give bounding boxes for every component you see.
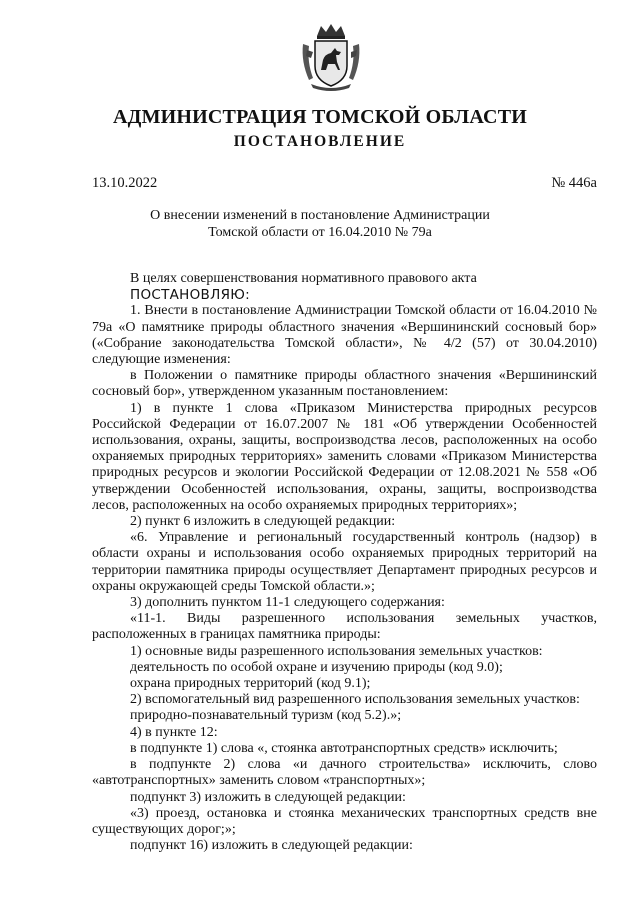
subitem-2-paragraph: 2) пункт 6 изложить в следующей редакции: — [130, 514, 396, 530]
document-type: ПОСТАНОВЛЕНИЕ — [233, 133, 407, 150]
preamble-paragraph: В целях совершенствования нормативного правового акта — [130, 271, 477, 286]
subject-line-1: О внесении изменений в постановление Администрации — [150, 208, 490, 223]
document-date: 13.10.2022 — [92, 175, 158, 191]
document-subject — [0, 207, 640, 241]
document-number: № 446а — [551, 175, 597, 191]
subitem-4-paragraph: 4) в пункте 12: — [130, 724, 218, 740]
subpoint-2-paragraph: в подпункте 2) слова «и дачного строительства» исключить, слово «автотранспортных» заменить словом «транспортных»; — [92, 757, 597, 789]
organization-title: АДМИНИСТРАЦИЯ ТОМСКОЙ ОБЛАСТИ — [112, 106, 528, 128]
main-use-types-paragraph: 1) основные виды разрешенного использования земельных участков: — [130, 643, 543, 659]
subject-line-2: Томской области от 16.04.2010 № 79а — [208, 225, 432, 240]
auxiliary-use-type-paragraph: 2) вспомогательный вид разрешенного использования земельных участков: — [130, 692, 580, 708]
document-body — [92, 271, 597, 854]
tomsk-region-coat-of-arms-icon — [299, 22, 363, 94]
decree-word: ПОСТАНОВЛЯЮ: — [130, 287, 250, 304]
subitem-1-paragraph: 1) в пункте 1 слова «Приказом Министерства природных ресурсов Российской Федерации от 16.07.2007 № 181 «Об утверждении Особенностей использования, охраны, защиты, воспроизводства лесов, расположенных на особо охраняемых природных территориях» заменить словами «Приказом Министерства природных ресурсов и экологии Российской Федерации от 12.08.2021 № 558 «Об утверждении Особенностей использования, охраны, защиты, воспроизводства лесов, расположенных на особо охраняемых природных территориях»; — [92, 400, 597, 513]
subitem-3-paragraph: 3) дополнить пунктом 11-1 следующего содержания: — [130, 595, 445, 611]
point-6-text-paragraph: «6. Управление и региональный государственный контроль (надзор) в области охраны и использования особо охраняемых природных территорий на территории памятника природы осуществляет Департамент природных ресурсов и охраны окружающей среды Томской области.»; — [92, 530, 597, 594]
subpoint-16-intro-paragraph: подпункт 16) изложить в следующей редакции: — [130, 838, 413, 854]
regulation-paragraph: в Положении о памятнике природы областного значения «Вершининский сосновый бор», утвержденном указанным постановлением: — [92, 368, 597, 400]
use-type-9-1-paragraph: охрана природных территорий (код 9.1); — [130, 676, 371, 692]
subpoint-3-text-paragraph: «3) проезд, остановка и стоянка механических транспортных средств вне существующих дорог;»; — [92, 805, 597, 837]
subpoint-3-intro-paragraph: подпункт 3) изложить в следующей редакции: — [130, 789, 406, 805]
use-type-9-0-paragraph: деятельность по особой охране и изучению природы (код 9.0); — [130, 659, 503, 675]
subpoint-1-paragraph: в подпункте 1) слова «, стоянка автотранспортных средств» исключить; — [130, 740, 558, 756]
item-1-paragraph: 1. Внести в постановление Администрации Томской области от 16.04.2010 № 79а «О памятнике природы областного значения «Вершининский сосновый бор» («Собрание законодательства Томской области», № 4/2 (57) от 30.04.2010) следующие изменения: — [92, 303, 597, 368]
point-11-1-paragraph: «11-1. Виды разрешенного использования земельных участков, расположенных в границах памятника природы: — [92, 611, 597, 643]
use-type-5-2-paragraph: природно-познавательный туризм (код 5.2).»; — [130, 708, 402, 724]
